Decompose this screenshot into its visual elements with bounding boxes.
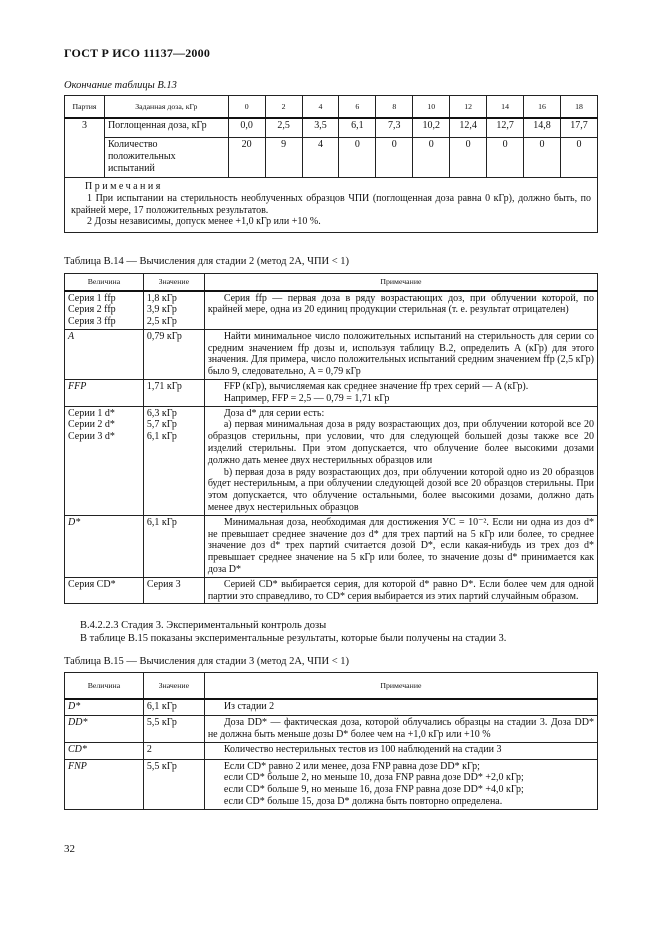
table13-cell: 17,7 (560, 118, 597, 138)
ffp-note-line: FFP (кГр), вычисляемая как среднее значение ffp трех серий — A (кГр). (223, 381, 529, 393)
fnp-rule-2: если CD* больше 2, но меньше 10, доза FNP равна дозе DD* +2,0 кГр; (223, 772, 524, 784)
value-d-2: 5,7 кГр (146, 419, 177, 431)
table14-note: Минимальная доза, необходимая для достижения УС = 10⁻². Если ни одна из доз d* не превышает среднее значение доз d* для трех партий на 5 кГр или более, то среднее значение доз d* трех партий считается дозой D*, если какая-нибудь из трех доз d* превышает среднее значение на 5 кГр или более, то значение дозы d* принимается как доза D* (204, 515, 597, 577)
table13-dose-col: 10 (413, 96, 450, 118)
table14-value: 0,79 кГр (143, 329, 204, 379)
table15-quantity (65, 716, 144, 743)
table13-cell: 6,1 (339, 118, 376, 138)
quantity-dstar: D* (68, 700, 81, 712)
table13-cell: 4 (302, 138, 339, 178)
series-d-1: Серии 1 d* (68, 407, 115, 419)
table14-value: Серия 3 (143, 577, 204, 604)
series-d-2: Серии 2 d* (68, 419, 115, 431)
table13-cell: 0 (413, 138, 450, 178)
table14-note: Серия ffp — первая доза в ряду возрастающих доз, при облучении которой, по крайней мере, одна из 20 единиц продукции стерильная (т. е. результат отрицателен) (204, 291, 597, 330)
table15-header-quantity: Величина (65, 673, 144, 699)
fnp-rule-1: Если CD* равно 2 или менее, доза FNP равна дозе DD* кГр; (223, 760, 480, 772)
table13-dose-col: 4 (302, 96, 339, 118)
table14-value (143, 291, 204, 330)
table14-quantity (65, 380, 144, 407)
table14-value: 6,1 кГр (143, 515, 204, 577)
table13-cell: 12,7 (487, 118, 524, 138)
fnp-rule-4: если CD* больше 15, доза D* должна быть повторно определена. (223, 795, 503, 807)
table13-cell: 0,0 (228, 118, 265, 138)
table13-cell: 0 (524, 138, 561, 178)
fnp-rule-3: если CD* больше 9, но меньше 16, доза FNP равна дозе DD* +4,0 кГр; (223, 784, 524, 796)
d-note-b: b) первая доза в ряду возрастающих доз, при облучении которой одно из 20 образцов будет нестерильным, а при облучении следующей дозой все 20 образцов стерильны. При этом допускается, что облучение остальными, более высокими дозами, должно дать менее двух нестерильных образцов (207, 466, 594, 514)
table13-cell: 0 (487, 138, 524, 178)
table13-caption: Окончание таблицы В.13 (64, 80, 177, 91)
d-note-a: а) первая минимальная доза в ряду возрастающих доз, при облучении которой все 20 образцов стерильны, при условии, что для следующей большей дозы также все 20 изделий стерильны. При этом допускается, что облучение более высокими дозами должно дать менее двух нестерильных образцов или (207, 419, 594, 466)
series-ffp-1: Серия 1 ffp (68, 292, 116, 304)
table13-header-dose: Заданная доза, кГр (104, 96, 228, 118)
table15-quantity (65, 742, 144, 759)
quantity-ddstar: DD* (68, 717, 88, 728)
quantity-dstar: D* (68, 516, 81, 528)
quantity-ffp: FFP (68, 381, 87, 393)
table13 (64, 95, 598, 233)
series-ffp-2: Серия 2 ffp (68, 304, 116, 316)
value-ffp-1: 1,8 кГр (146, 292, 177, 304)
table13-cell: 12,4 (450, 118, 487, 138)
quantity-fnp: FNP (68, 760, 87, 772)
table14-note (204, 380, 597, 407)
table15-header-note: Примечание (204, 673, 597, 699)
table13-dose-col: 16 (524, 96, 561, 118)
table13-dose-col: 12 (450, 96, 487, 118)
table15-value: 5,5 кГр (143, 716, 204, 743)
table13-party: 3 (65, 118, 105, 178)
table13-notes (65, 178, 598, 233)
table13-header-party: Партия (65, 96, 105, 118)
table14-header-value: Значение (143, 274, 204, 291)
table15-value: 5,5 кГр (143, 759, 204, 809)
table15-value: 6,1 кГр (143, 699, 204, 716)
table14-value (143, 406, 204, 515)
table14-quantity (65, 291, 144, 330)
note-2: 2 Дозы независимы, допуск менее +1,0 кГр или +10 %. (87, 216, 321, 228)
table13-dose-col: 2 (265, 96, 302, 118)
table15-note (204, 759, 597, 809)
table15-caption: Таблица В.15 — Вычисления для стадии 3 (метод 2А, ЧПИ < 1) (64, 656, 350, 667)
table13-cell: 20 (228, 138, 265, 178)
table14-note: Найти минимальное число положительных испытаний на стерильность для серии со средним значением ffp дозы и, используя таблицу В.2, определить A (кГр) для этого значения. Для примера, число положительных испытаний средним значением ffp (2,5 кГр) было 9, следовательно, A = 0,79 кГр (204, 329, 597, 379)
table15-note: Количество нестерильных тестов из 100 наблюдений на стадии 3 (204, 742, 597, 759)
table13-cell: 0 (376, 138, 413, 178)
table13-cell: 0 (560, 138, 597, 178)
table15-value: 2 (143, 742, 204, 759)
table13-cell: 14,8 (524, 118, 561, 138)
table13-cell: 10,2 (413, 118, 450, 138)
table15-note: Доза DD* — фактическая доза, которой облучались образцы на стадии 3. Доза DD* не должна быть меньше дозы D* более чем на +1,0 кГр или +10 % (204, 716, 597, 743)
table14-quantity (65, 515, 144, 577)
table15 (64, 672, 598, 810)
table14 (64, 273, 598, 604)
table14-quantity: Серия CD* (65, 577, 144, 604)
table14-quantity (65, 406, 144, 515)
notes-heading: Примечания (85, 181, 163, 192)
table13-cell: 0 (339, 138, 376, 178)
table14-caption: Таблица В.14 — Вычисления для стадии 2 (метод 2А, ЧПИ < 1) (64, 256, 350, 267)
d-note-intro: Доза d* для серии есть: (223, 407, 325, 419)
table13-dose-col: 6 (339, 96, 376, 118)
section-text: В таблице В.15 показаны экспериментальные результаты, которые были получены на стадии 3. (80, 633, 507, 644)
quantity-a: A (68, 330, 75, 342)
page-number: 32 (64, 843, 75, 855)
document-header: ГОСТ Р ИСО 11137—2000 (64, 46, 211, 60)
table13-dose-col: 8 (376, 96, 413, 118)
value-ffp-3: 2,5 кГр (146, 316, 177, 328)
table15-quantity (65, 699, 144, 716)
note-1: 1 При испытании на стерильность необлученных образцов ЧПИ (поглощенная доза равна 0 кГр), должно быть, по крайней мере, 17 положительных результатов. (71, 192, 591, 216)
table13-dose-col: 0 (228, 96, 265, 118)
table14-header-quantity: Величина (65, 274, 144, 291)
table14-value: 1,71 кГр (143, 380, 204, 407)
series-ffp-3: Серия 3 ffp (68, 316, 116, 328)
table13-cell: 0 (450, 138, 487, 178)
section-heading: В.4.2.2.3 Стадия 3. Экспериментальный контроль дозы (80, 620, 327, 631)
value-d-1: 6,3 кГр (146, 407, 177, 419)
table15-quantity (65, 759, 144, 809)
table14-header-note: Примечание (204, 274, 597, 291)
table13-cell: 3,5 (302, 118, 339, 138)
series-d-3: Серии 3 d* (68, 431, 115, 443)
table13-dose-col: 14 (487, 96, 524, 118)
table13-cell: 7,3 (376, 118, 413, 138)
quantity-cdstar: CD* (68, 743, 87, 755)
table14-note: Серией CD* выбирается серия, для которой d* равно D*. Если более чем для одной партии это справедливо, то CD* серия выбирается из этих партий случайным образом. (204, 577, 597, 604)
table15-header-value: Значение (143, 673, 204, 699)
table14-quantity (65, 329, 144, 379)
value-d-3: 6,1 кГр (146, 431, 177, 443)
table14-note (204, 406, 597, 515)
table13-cell: 2,5 (265, 118, 302, 138)
table13-cell: 9 (265, 138, 302, 178)
table13-row2-label: Количество положительных испытаний (104, 138, 228, 178)
table15-note: Из стадии 2 (204, 699, 597, 716)
value-ffp-2: 3,9 кГр (146, 304, 177, 316)
table13-dose-col: 18 (560, 96, 597, 118)
table13-row1-label: Поглощенная доза, кГр (104, 118, 228, 138)
ffp-example-line: Например, FFP = 2,5 — 0,79 = 1,71 кГр (223, 392, 390, 404)
